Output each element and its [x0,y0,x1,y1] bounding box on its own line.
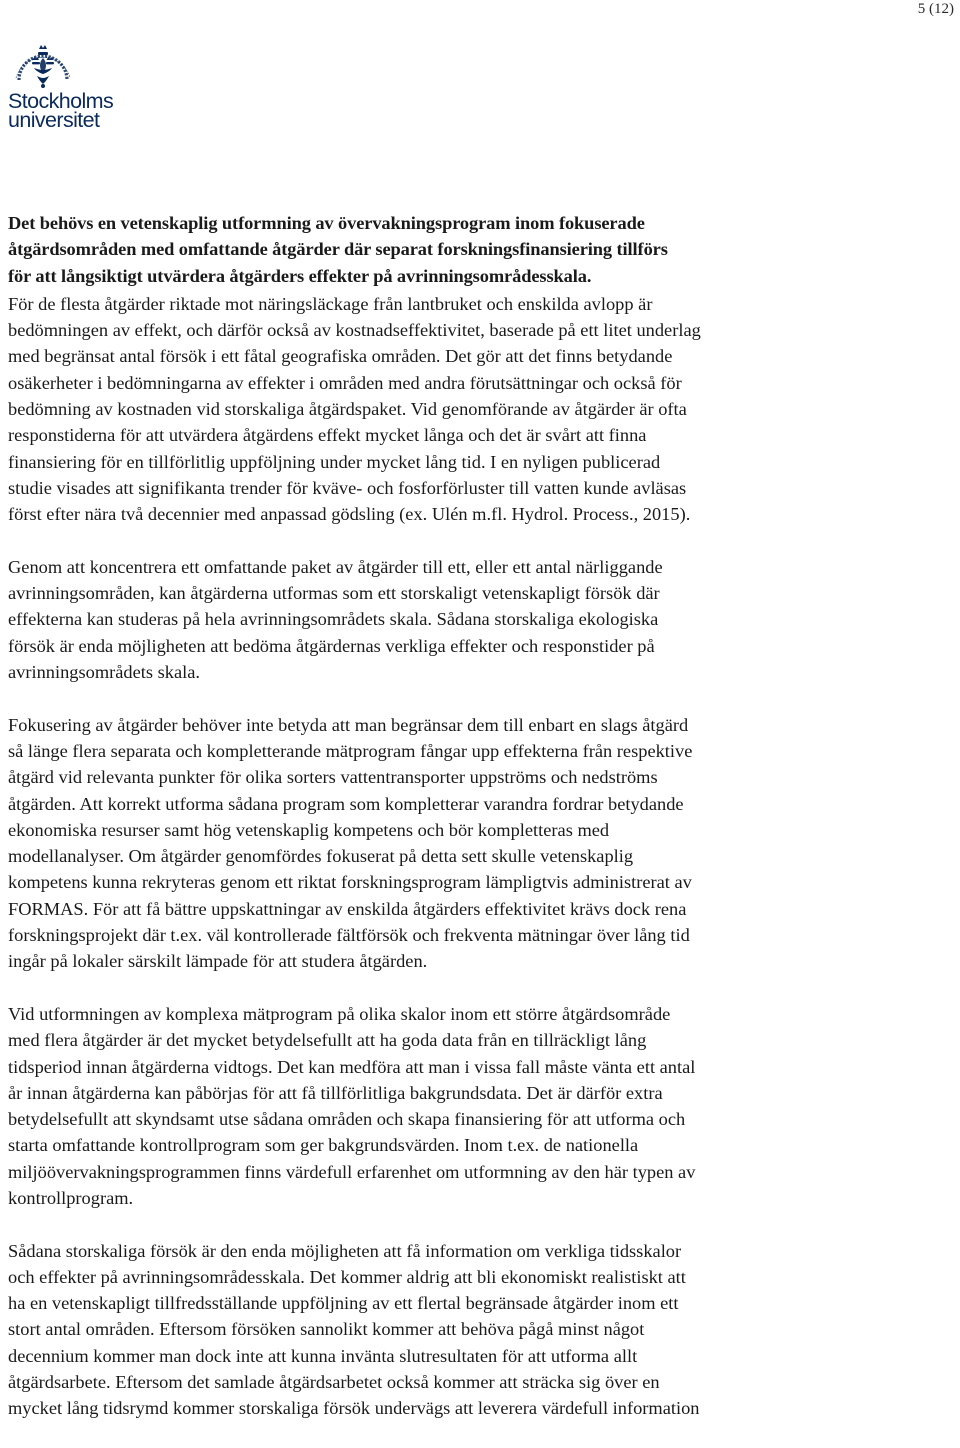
text-line: FORMAS. För att få bättre uppskattningar av enskilda åtgärders effektivitet krävs dock rena [8,898,687,919]
paragraph [8,1238,853,1422]
text-line: åtgärdsområden med omfattande åtgärder där separat forskningsfinansiering tillförs [8,239,668,260]
text-line: kompetens kunna rekryteras genom ett riktat forskningsprogram lämpligtvis administrerat av [8,872,692,893]
text-line: decennium kommer man dock inte att kunna invänta slutresultaten för att utforma allt [8,1345,638,1366]
text-line: så länge flera separata och kompletterande mätprogram fångar upp effekterna från respektive [8,740,693,761]
logo-wordmark-line1: Stockholms [8,89,114,113]
logo-wordmark-line2: universitet [8,108,100,132]
university-logo [8,30,128,130]
university-seal-icon [10,30,76,92]
text-line: åtgärd vid relevanta punkter för olika sorters vattentransporter uppströms och nedströms [8,767,658,788]
text-line: studie visades att signifikanta trender för kväve- och fosforförluster till vatten kunde avläsas [8,477,687,498]
document-body [8,210,853,1448]
text-line: år innan åtgärderna kan påbörjas för att få tillförlitliga bakgrundsdata. Det är därför extra [8,1082,663,1103]
paragraph [8,291,853,528]
paragraph [8,554,853,685]
text-line: För de flesta åtgärder riktade mot näringsläckage från lantbruket och enskilda avlopp är [8,293,653,314]
paragraph [8,1001,853,1211]
page-number: 5 (12) [917,1,954,17]
text-line: ha en vetenskapligt tillfredsställande uppföljning av ett flertal begränsade åtgärder inom ett [8,1293,679,1314]
text-line: forskningsprojekt där t.ex. väl kontrollerade fältförsök och frekventa mätningar över lång tid [8,925,690,946]
text-line: åtgärden. Att korrekt utforma sådana program som kompletterar varandra fordrar betydande [8,793,684,814]
text-line: mycket lång tidsrymd kommer storskaliga försök undervägs att leverera värdefull information [8,1398,700,1419]
text-line: åtgärdsarbete. Eftersom det samlade åtgärdsarbetet också kommer att sträcka sig över en [8,1372,660,1393]
text-line: med flera åtgärder är det mycket betydelsefullt att ha goda data från en tillräckligt lång [8,1030,647,1051]
text-line: responstiderna för att utvärdera åtgärdens effekt mycket långa och det är svårt att finna [8,425,647,446]
text-line: bedömning av kostnaden vid storskaliga åtgärdspaket. Vid genomförande av åtgärder är ofta [8,399,687,420]
text-line: avrinningsområdets skala. [8,662,201,683]
text-line: betydelsefullt att skyndsamt utse sådana områden och skapa finansiering för att utforma och [8,1109,686,1130]
text-line: effekterna kan studeras på hela avrinningsområdets skala. Sådana storskaliga ekologiska [8,609,659,630]
text-line: och effekter på avrinningsområdesskala. Det kommer aldrig att bli ekonomiskt realistiskt att [8,1266,686,1287]
text-line: stort antal områden. Eftersom försöken sannolikt kommer att behöva pågå minst något [8,1319,645,1340]
paragraph [8,712,853,975]
text-line: osäkerheter i bedömningarna av effekter i områden med andra förutsättningar och också för [8,372,682,393]
text-line: ingår på lokaler särskilt lämpade för att studera åtgärden. [8,951,428,972]
text-line: Det behövs en vetenskaplig utformning av övervakningsprogram inom fokuserade [8,213,645,233]
text-line: kontrollprogram. [8,1187,134,1208]
text-line: modellanalyser. Om åtgärder genomfördes fokuserat på detta sett skulle vetenskaplig [8,846,634,867]
text-line: Vid utformningen av komplexa mätprogram på olika skalor inom ett större åtgärdsområde [8,1003,671,1024]
text-line: med begränsat antal försök i ett fåtal geografiska områden. Det gör att det finns betydande [8,346,673,367]
text-line: för att långsiktigt utvärdera åtgärders effekter på avrinningsområdesskala. [8,265,592,286]
lead-paragraph [8,210,853,289]
text-line: försök är enda möjligheten att bedöma åtgärdernas verkliga effekter och responstider på [8,635,655,656]
text-line: miljöövervakningsprogrammen finns värdefull erfarenhet om utformning av den här typen av [8,1161,696,1182]
text-line: starta omfattande kontrollprogram som ger bakgrundsvärden. Inom t.ex. de nationella [8,1135,639,1156]
text-line: avrinningsområden, kan åtgärderna utformas som ett storskaligt vetenskapligt försök där [8,583,660,604]
text-line: Sådana storskaliga försök är den enda möjligheten att få information om verkliga tidsskalor [8,1240,682,1261]
text-line: bedömningen av effekt, och därför också av kostnadseffektivitet, baserade på ett litet underlag [8,320,701,341]
text-line: först efter nära två decennier med anpassad gödsling (ex. Ulén m.fl. Hydrol. Process., 2015). [8,504,691,525]
text-line: Genom att koncentrera ett omfattande paket av åtgärder till ett, eller ett antal närliggande [8,556,663,577]
text-line: ekonomiska resurser samt hög vetenskaplig kompetens och bör kompletteras med [8,819,610,840]
text-line: finansiering för en tillförlitlig uppföljning under mycket lång tid. I en nyligen publicerad [8,451,661,472]
text-line: tidsperiod innan åtgärderna vidtogs. Det kan medföra att man i vissa fall måste vänta ett antal [8,1056,696,1077]
text-line: Fokusering av åtgärder behöver inte betyda att man begränsar dem till enbart en slags åtgärd [8,714,689,735]
